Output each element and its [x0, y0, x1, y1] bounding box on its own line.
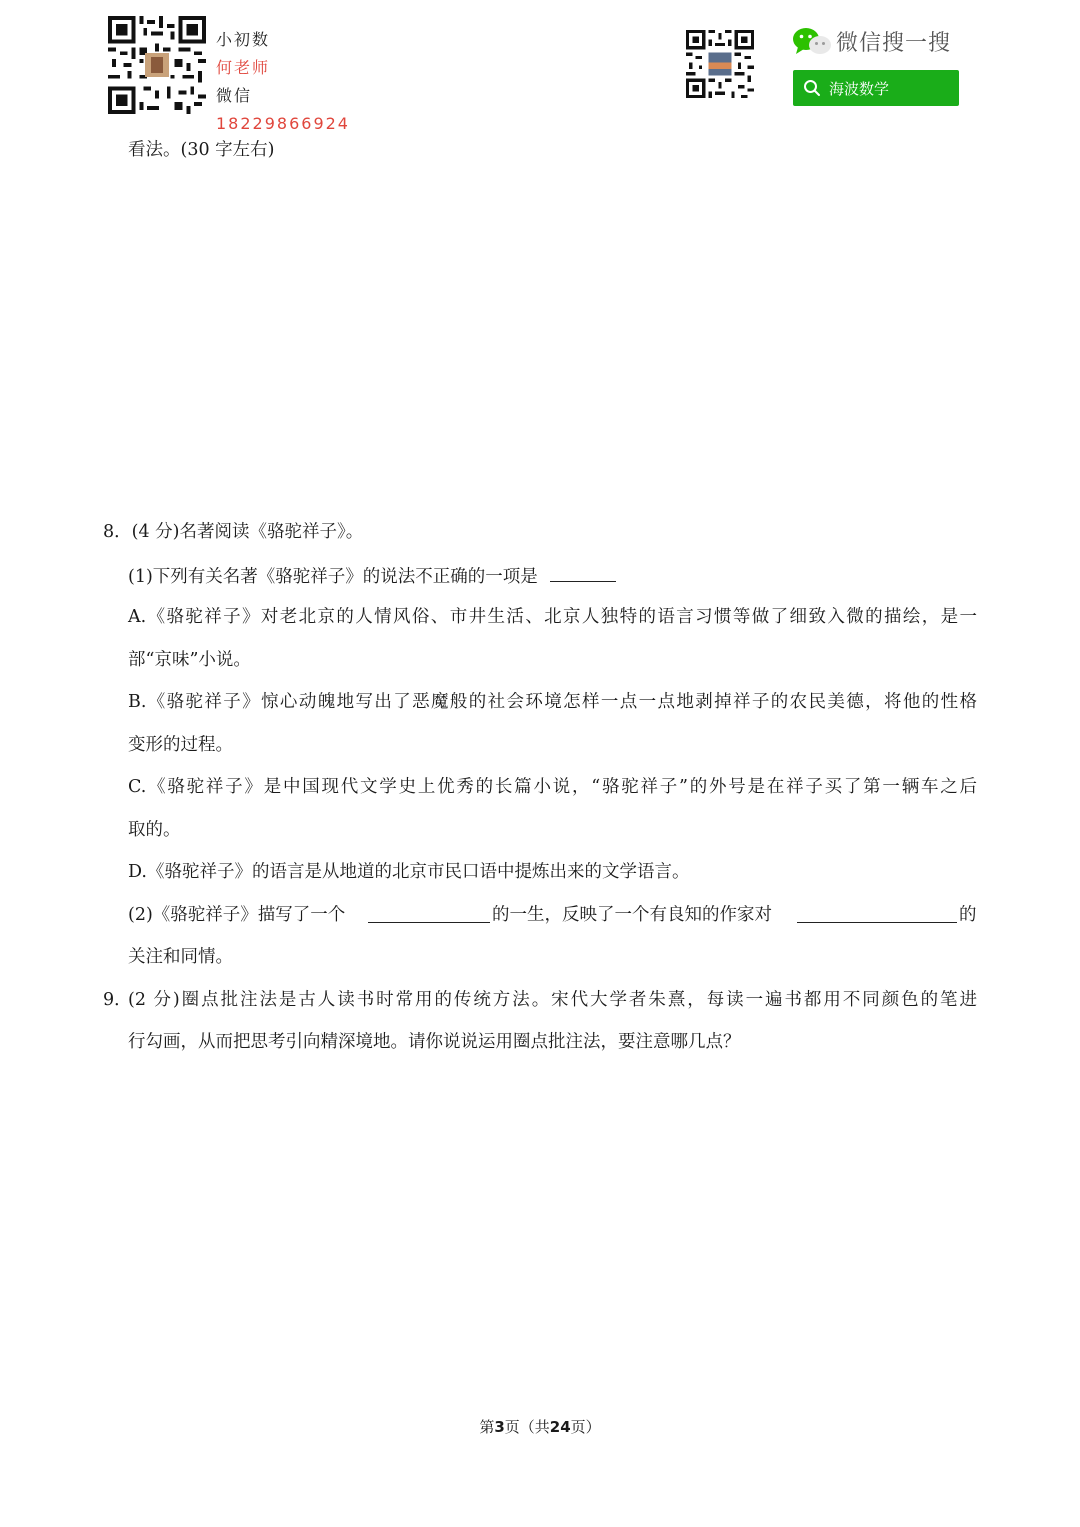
qr-code-image [108, 16, 206, 114]
q8-option-c-line2: 取的。 [128, 820, 181, 840]
q9-line2: 行勾画，从而把思考引向精深境地。请你说说运用圈点批注法，要注意哪几点？ [128, 1032, 741, 1052]
footer-prefix: 第 [479, 1418, 495, 1436]
footer-suffix: 页） [570, 1418, 601, 1436]
q8-option-b-line1: B.《骆驼祥子》惊心动魄地写出了恶魔般的社会环境怎样一点一点地剥掉祥子的农民美德，将他的性格 [128, 692, 977, 712]
wechat-search-label: 微信搜一搜 [836, 31, 952, 56]
contact-line-subject: 小初数 [216, 30, 271, 49]
q8-sub2-answer-blank-2[interactable] [797, 904, 957, 923]
previous-question-tail: 看法。(30 字左右) [128, 140, 275, 160]
q8-option-a-line2: 部“京味”小说。 [128, 650, 251, 670]
page-footer [0, 1416, 1080, 1437]
footer-mid: 页（共 [504, 1418, 550, 1436]
q8-option-c-line1: C.《骆驼祥子》是中国现代文学史上优秀的长篇小说，“骆驼祥子”的外号是在祥子买了第一辆车之后 [128, 777, 977, 797]
q8-sub2-part3: 的 [959, 905, 977, 925]
wechat-search-title [792, 26, 951, 57]
q9-number: 9． [103, 990, 132, 1010]
contact-text [216, 26, 350, 138]
q8-sub1 [128, 563, 620, 589]
wechat-account-search-button[interactable] [793, 70, 959, 106]
q8-stem: (4 分)名著阅读《骆驼祥子》。 [131, 522, 364, 542]
wechat-qr-code-image [686, 30, 754, 98]
q8-number: 8． [103, 522, 132, 542]
contact-line-phone: 18229866924 [216, 114, 350, 133]
q8-sub1-answer-blank[interactable] [550, 563, 616, 582]
wechat-account-name: 海波数学 [829, 79, 890, 98]
wechat-logo-icon [792, 27, 832, 57]
q8-option-a-line1: A.《骆驼祥子》对老北京的人情风俗、市井生活、北京人独特的语言习惯等做了细致入微的描绘，是一 [128, 607, 977, 627]
q8-sub2-line2: 关注和同情。 [128, 947, 233, 967]
search-icon [803, 79, 821, 97]
q8-option-b-line2: 变形的过程。 [128, 735, 233, 755]
footer-page-number: 3 [494, 1418, 505, 1436]
q8-sub2-part2: 的一生，反映了一个有良知的作家对 [492, 905, 772, 925]
q8-sub2-answer-blank-1[interactable] [368, 904, 490, 923]
contact-line-teacher: 何老师 [216, 58, 271, 77]
q9-line1: (2 分)圈点批注法是古人读书时常用的传统方法。宋代大学者朱熹，每读一遍书都用不同颜色的笔进 [128, 990, 977, 1010]
q8-sub1-text: (1)下列有关名著《骆驼祥子》的说法不正确的一项是 [128, 567, 538, 587]
q8-option-d: D.《骆驼祥子》的语言是从地道的北京市民口语中提炼出来的文学语言。 [128, 862, 690, 882]
footer-total-pages: 24 [549, 1418, 571, 1436]
q8-heading [103, 520, 363, 544]
q8-sub2-part1: (2)《骆驼祥子》描写了一个 [128, 905, 346, 925]
contact-line-wechat: 微信 [216, 86, 253, 105]
